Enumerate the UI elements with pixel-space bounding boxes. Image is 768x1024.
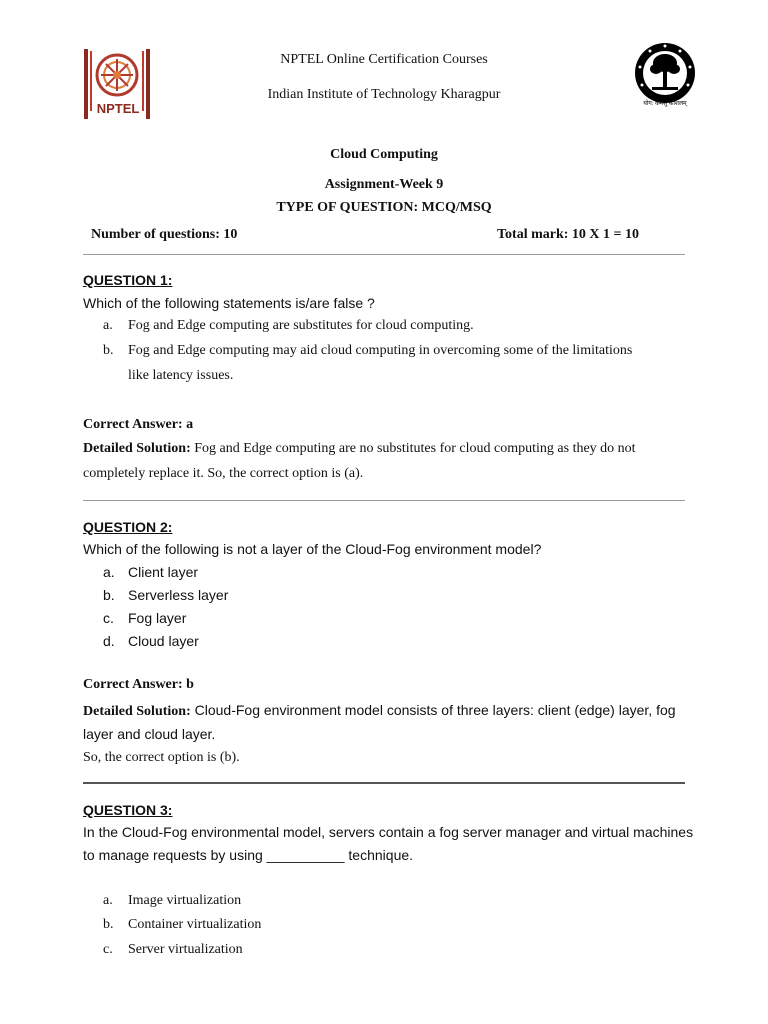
iit-kgp-motto: योग: कर्मसु कौशलम्	[643, 101, 687, 107]
option-text: Container virtualization	[128, 917, 262, 932]
question-1-solution-line-2: completely replace it. So, the correct option is (a).	[83, 466, 364, 481]
question-3-text-line-2: to manage requests by using __________ technique.	[83, 847, 414, 863]
option-text: Fog and Edge computing are substitutes for cloud computing.	[128, 318, 474, 333]
question-3-option-a	[103, 893, 241, 909]
option-label: c.	[103, 942, 113, 957]
number-of-questions-value: : 10	[215, 227, 238, 242]
answer-label: Correct Answer:	[83, 417, 183, 432]
option-label: a.	[103, 893, 113, 908]
question-type: TYPE OF QUESTION: MCQ/MSQ	[276, 200, 492, 215]
question-1-option-b	[103, 343, 632, 359]
answer-value: a	[182, 417, 194, 432]
solution-label: Detailed Solution:	[83, 441, 191, 456]
option-text: Image virtualization	[128, 893, 242, 908]
question-2-text: Which of the following is not a layer of the Cloud-Fog environment model?	[83, 541, 542, 557]
divider	[83, 500, 685, 501]
question-2-option-b	[103, 587, 228, 603]
question-2-option-d	[103, 633, 199, 649]
header-line-1: NPTEL Online Certification Courses	[280, 52, 488, 67]
question-3-option-b	[103, 917, 261, 933]
option-label: b.	[103, 343, 114, 358]
divider	[83, 782, 685, 784]
course-title: Cloud Computing	[330, 147, 438, 162]
question-2-title: QUESTION 2:	[83, 519, 173, 535]
option-text: Fog and Edge computing may aid cloud computing in overcoming some of the limitations	[128, 343, 633, 358]
total-mark: Total mark: 10 X 1 = 10	[497, 227, 640, 242]
question-2-option-c	[103, 610, 186, 626]
question-1-solution	[83, 441, 688, 457]
option-label: c.	[103, 610, 114, 626]
option-label: d.	[103, 633, 115, 649]
question-2-answer	[83, 677, 194, 693]
divider	[83, 254, 685, 255]
answer-label: Correct Answer:	[83, 677, 183, 692]
question-3-option-c	[103, 942, 243, 958]
question-3-text-line-1: In the Cloud-Fog environmental model, servers contain a fog server manager and virtual machines	[83, 824, 694, 840]
question-1-text: Which of the following statements is/are false ?	[83, 295, 375, 311]
question-1-title: QUESTION 1:	[83, 272, 173, 288]
option-text: Client layer	[128, 564, 199, 580]
option-text: Server virtualization	[128, 942, 243, 957]
nptel-logo-text: NPTEL	[96, 101, 140, 116]
solution-text: Fog and Edge computing are no substitutes for cloud computing as they do not	[190, 441, 636, 456]
question-2-solution	[83, 702, 688, 720]
option-text: Serverless layer	[128, 587, 229, 603]
question-3-title: QUESTION 3:	[83, 802, 173, 818]
question-1-option-a	[103, 318, 474, 334]
question-1-option-b-continuation: like latency issues.	[128, 368, 234, 383]
header-line-2: Indian Institute of Technology Kharagpur	[267, 87, 501, 102]
question-2-solution-line-2: layer and cloud layer.	[83, 726, 216, 742]
question-1-answer	[83, 417, 193, 433]
assignment-title: Assignment-Week 9	[324, 177, 444, 192]
solution-text: Cloud-Fog environment model consists of three layers: client (edge) layer, fog	[190, 702, 676, 718]
number-of-questions	[91, 227, 237, 243]
number-of-questions-label: Number of questions	[91, 227, 216, 242]
option-text: Fog layer	[128, 610, 187, 626]
answer-value: b	[182, 677, 194, 692]
option-label: a.	[103, 318, 113, 333]
option-label: b.	[103, 587, 115, 603]
option-label: a.	[103, 564, 115, 580]
option-text: Cloud layer	[128, 633, 199, 649]
solution-label: Detailed Solution:	[83, 704, 191, 719]
question-2-option-a	[103, 564, 198, 580]
option-label: b.	[103, 917, 114, 932]
question-2-solution-line-3: So, the correct option is (b).	[83, 750, 240, 765]
